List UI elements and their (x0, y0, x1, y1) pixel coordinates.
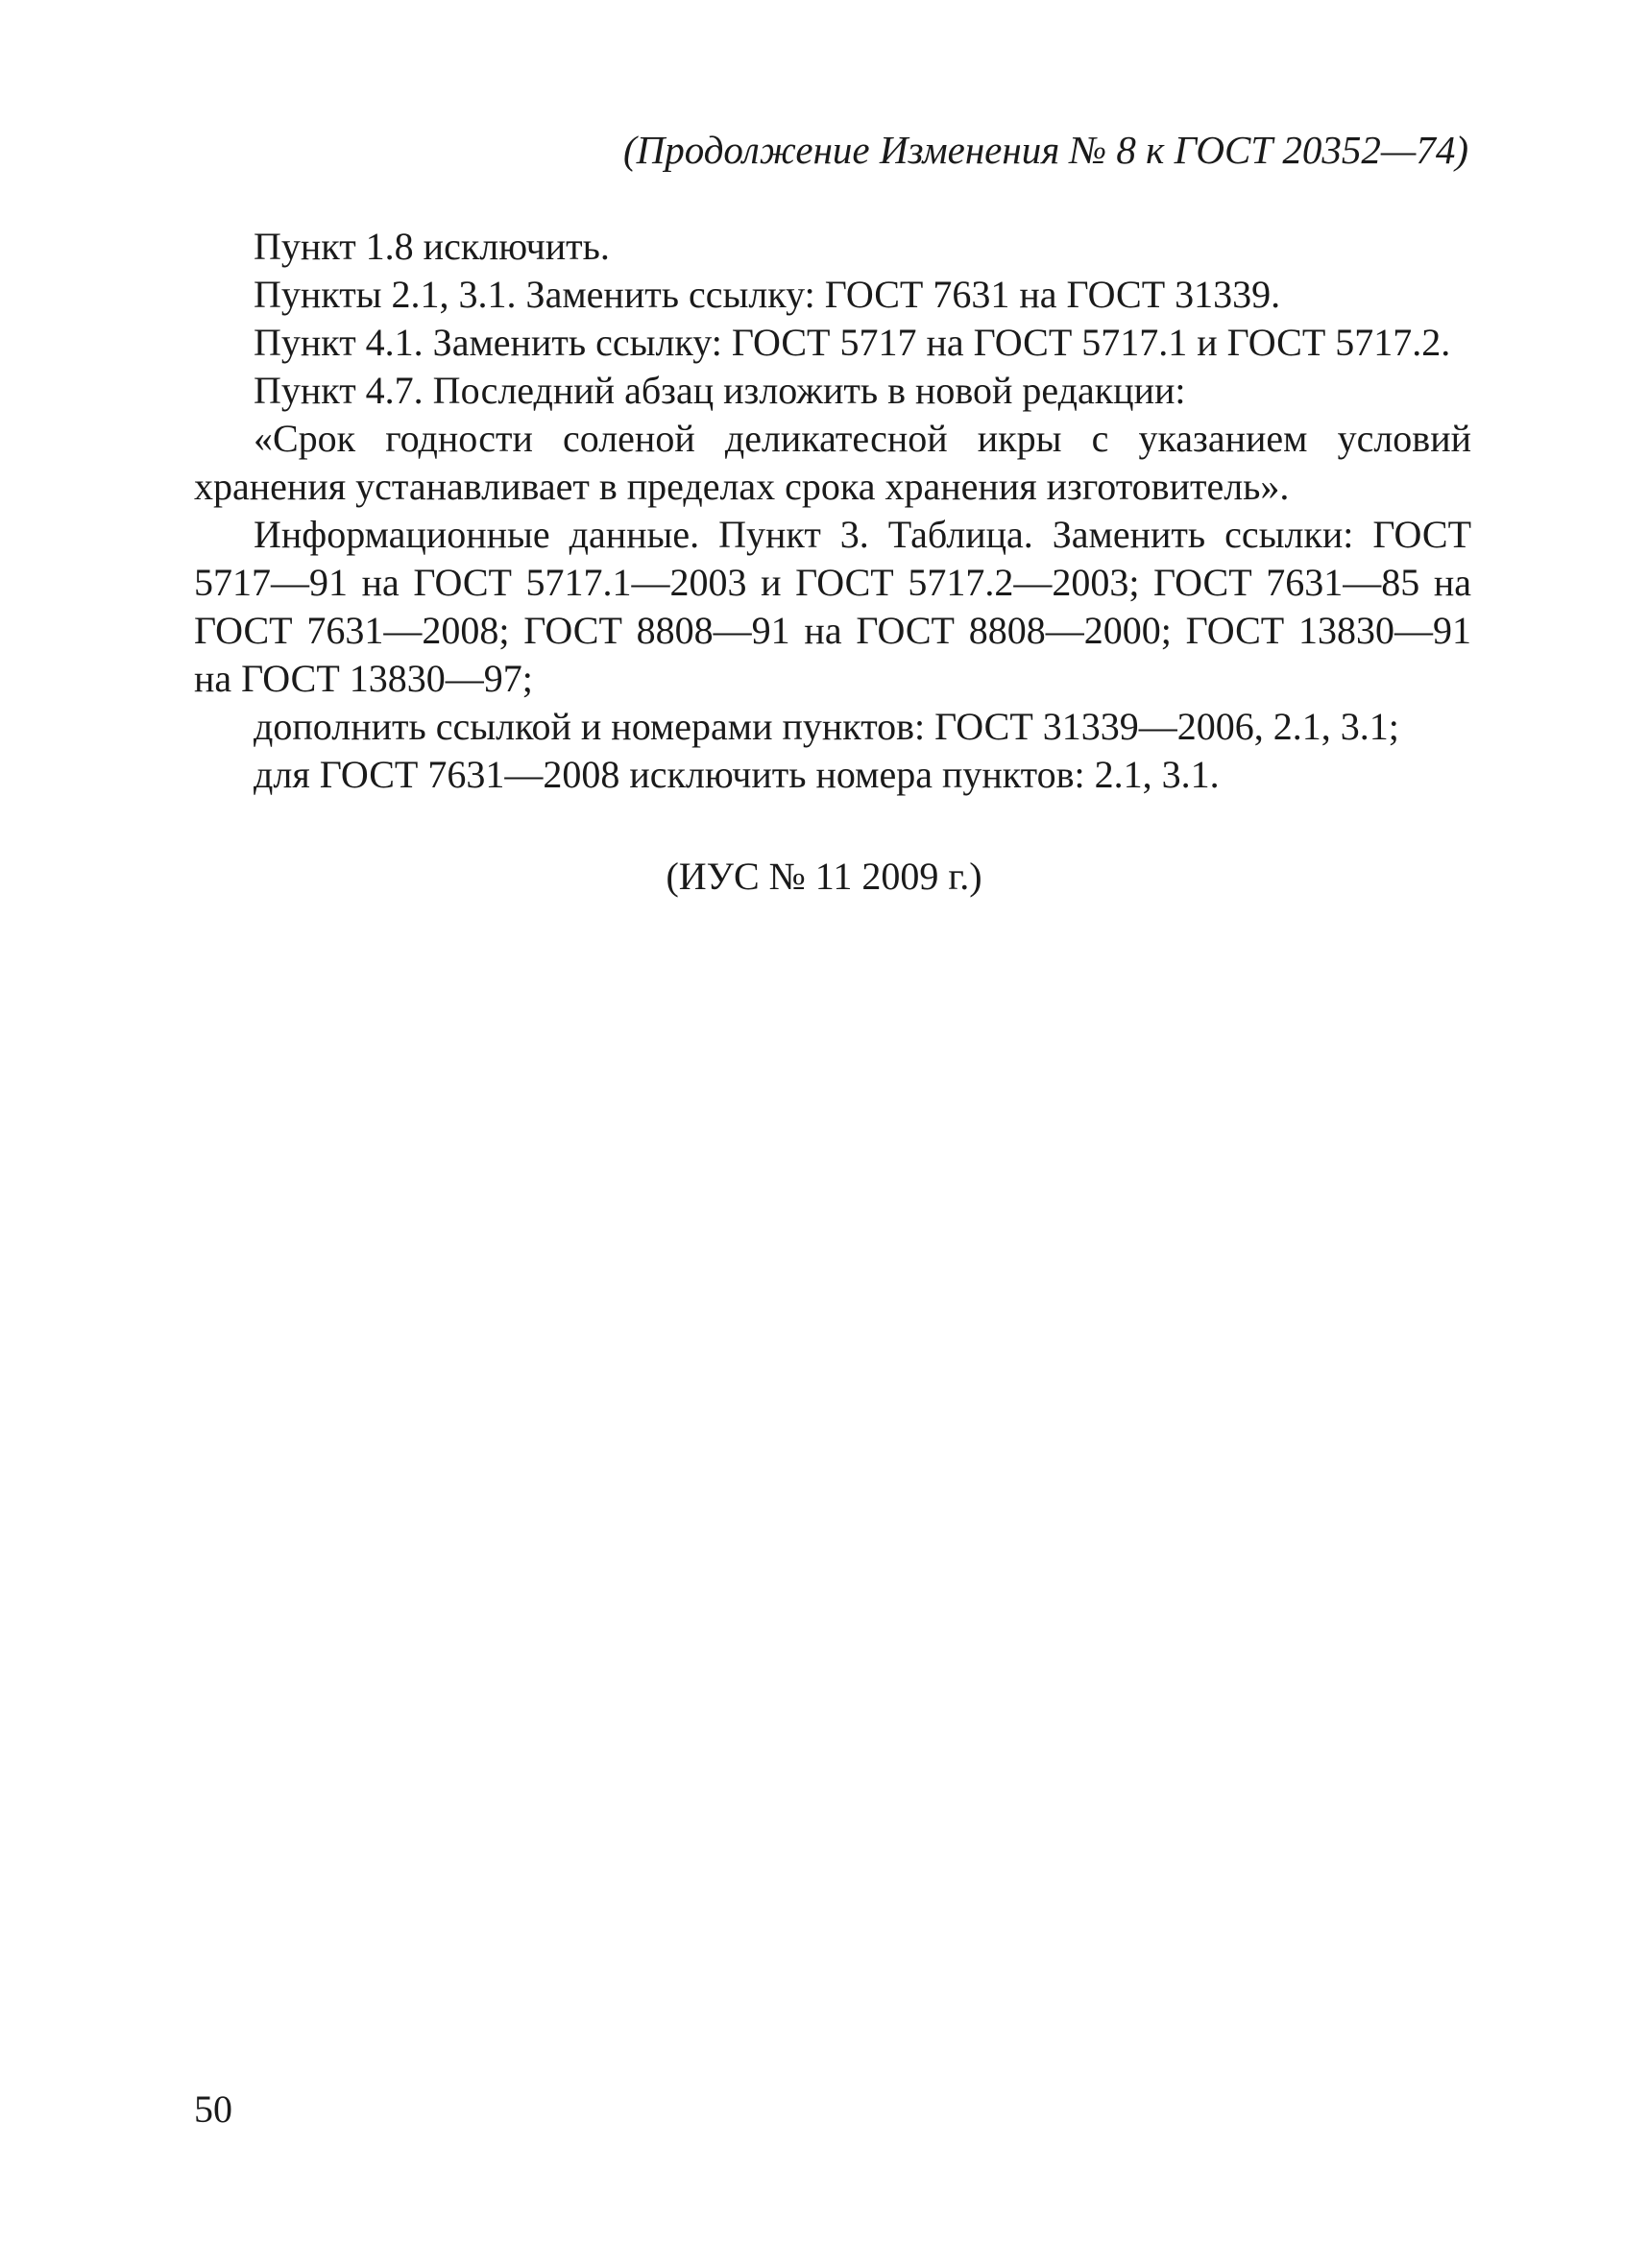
paragraph-add-reference: дополнить ссылкой и номерами пунктов: ГОСТ 31339—2006, 2.1, 3.1; (254, 705, 1399, 748)
paragraph-exclude-items: для ГОСТ 7631—2008 исключить номера пунктов: 2.1, 3.1. (254, 753, 1220, 796)
source-reference: (ИУС № 11 2009 г.) (666, 855, 982, 898)
paragraph-items-2-1-3-1: Пункты 2.1, 3.1. Заменить ссылку: ГОСТ 7631 на ГОСТ 31339. (254, 273, 1281, 316)
paragraph-item-4-7: Пункт 4.7. Последний абзац изложить в новой редакции: (254, 369, 1186, 412)
paragraph-quoted-text: «Срок годности соленой деликатесной икры с указанием условий хранения устанавливает в пределах срока хранения изготовитель». (194, 417, 1471, 508)
paragraph-item-1-8: Пункт 1.8 исключить. (254, 225, 610, 268)
document-body (194, 223, 1471, 799)
paragraph-item-4-1: Пункт 4.1. Заменить ссылку: ГОСТ 5717 на ГОСТ 5717.1 и ГОСТ 5717.2. (254, 321, 1451, 364)
paragraph-info-data: Информационные данные. Пункт 3. Таблица. Заменить ссылки: ГОСТ 5717—91 на ГОСТ 5717.1—2003 и ГОСТ 5717.2—2003; ГОСТ 7631—85 на ГОСТ 7631—2008; ГОСТ 8808—91 на ГОСТ 8808—2000; ГОСТ 13830—91 на ГОСТ 13830—97; (194, 513, 1471, 700)
document-header: (Продолжение Изменения № 8 к ГОСТ 20352—74) (622, 128, 1468, 172)
page-number: 50 (194, 2087, 232, 2131)
